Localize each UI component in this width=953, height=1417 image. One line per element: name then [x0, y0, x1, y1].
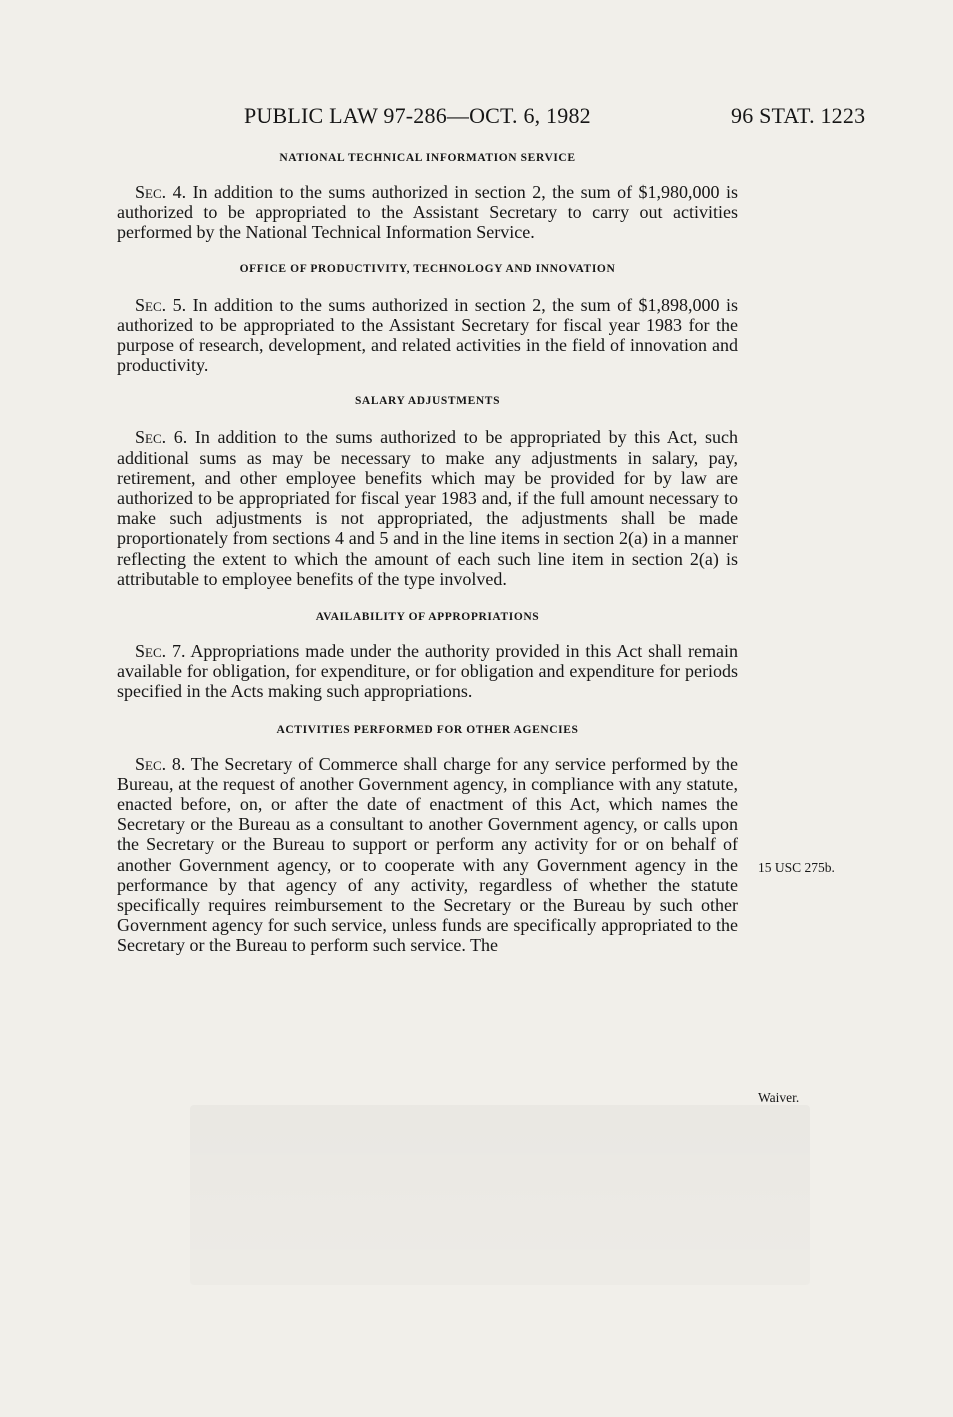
page-header-law-title: PUBLIC LAW 97-286—OCT. 6, 1982 [244, 103, 591, 128]
section-paragraph [117, 754, 738, 956]
section-text: In addition to the sums authorized to be appropriated by this Act, such additional sums as may be necessary to make any adjustments in salary, pay, retirement, and other employee benefits which may be provided for by law are authorized to be appropriated for fiscal year 1983 and, if the full amount necessary to make such adjustments is not appropriated, the adjustments shall be made proportionately from sections 4 and 5 and in the line items in section 2(a) in a manner reflecting the extent to which the amount of each such line item in section 2(a) is attributable to employee benefits of the type involved. [117, 427, 738, 589]
section-heading: SALARY ADJUSTMENTS [354, 395, 501, 408]
section-number: Sec. 5. [135, 294, 187, 315]
section-text: In addition to the sums authorized in section 2, the sum of $1,898,000 is authorized to be appropriated to the Assistant Secretary for fiscal year 1983 for the purpose of research, development, and related activities in the field of innovation and productivity. [117, 294, 739, 376]
section-heading: AVAILABILITY OF APPROPRIATIONS [315, 611, 540, 624]
margin-note-citation: 15 USC 275b. [758, 860, 835, 875]
section-paragraph [117, 641, 738, 702]
section-number: Sec. 6. [135, 427, 188, 448]
section-heading: NATIONAL TECHNICAL INFORMATION SERVICE [279, 152, 576, 164]
section-number: Sec. 7. [135, 641, 186, 662]
section-number: Sec. 8. [135, 753, 186, 774]
section-heading: OFFICE OF PRODUCTIVITY, TECHNOLOGY AND INNOVATION [239, 262, 616, 275]
section-heading: ACTIVITIES PERFORMED FOR OTHER AGENCIES [276, 723, 579, 736]
section-text: In addition to the sums authorized in section 2, the sum of $1,980,000 is authorized to be appropriated to the Assistant Secretary to carry out activities performed by the National Technical Information Service. [117, 182, 739, 243]
section-text: The Secretary of Commerce shall charge for any service performed by the Bureau, at the request of another Government agency, in compliance with any statute, enacted before, on, or after the date of enactment of this Act, which names the Secretary or the Bureau as a consultant to another Government agency, or calls upon the Secretary or the Bureau to support or perform any activity for or on behalf of another Government agency, or to cooperate with any Government agency in the performance by that agency of any activity, regardless of whether the statute specifically requires reimbursement to the Secretary or the Bureau by such other Government agency for such service, unless funds are specifically appropriated to the Secretary or the Bureau to perform such service. The [117, 753, 738, 956]
page-header-statute-page: 96 STAT. 1223 [731, 103, 866, 128]
section-paragraph [117, 295, 738, 376]
section-paragraph [117, 427, 738, 589]
section-text: Appropriations made under the authority provided in this Act shall remain available for obligation, for expenditure, or for obligation and expenditure for periods specified in the Acts making such appropriations. [117, 641, 738, 702]
section-number: Sec. 4. [135, 182, 187, 202]
section-paragraph [117, 182, 738, 243]
margin-note-waiver: Waiver. [758, 1090, 800, 1105]
reverse-side-bleed-through [190, 1105, 810, 1285]
statute-body [117, 150, 738, 956]
